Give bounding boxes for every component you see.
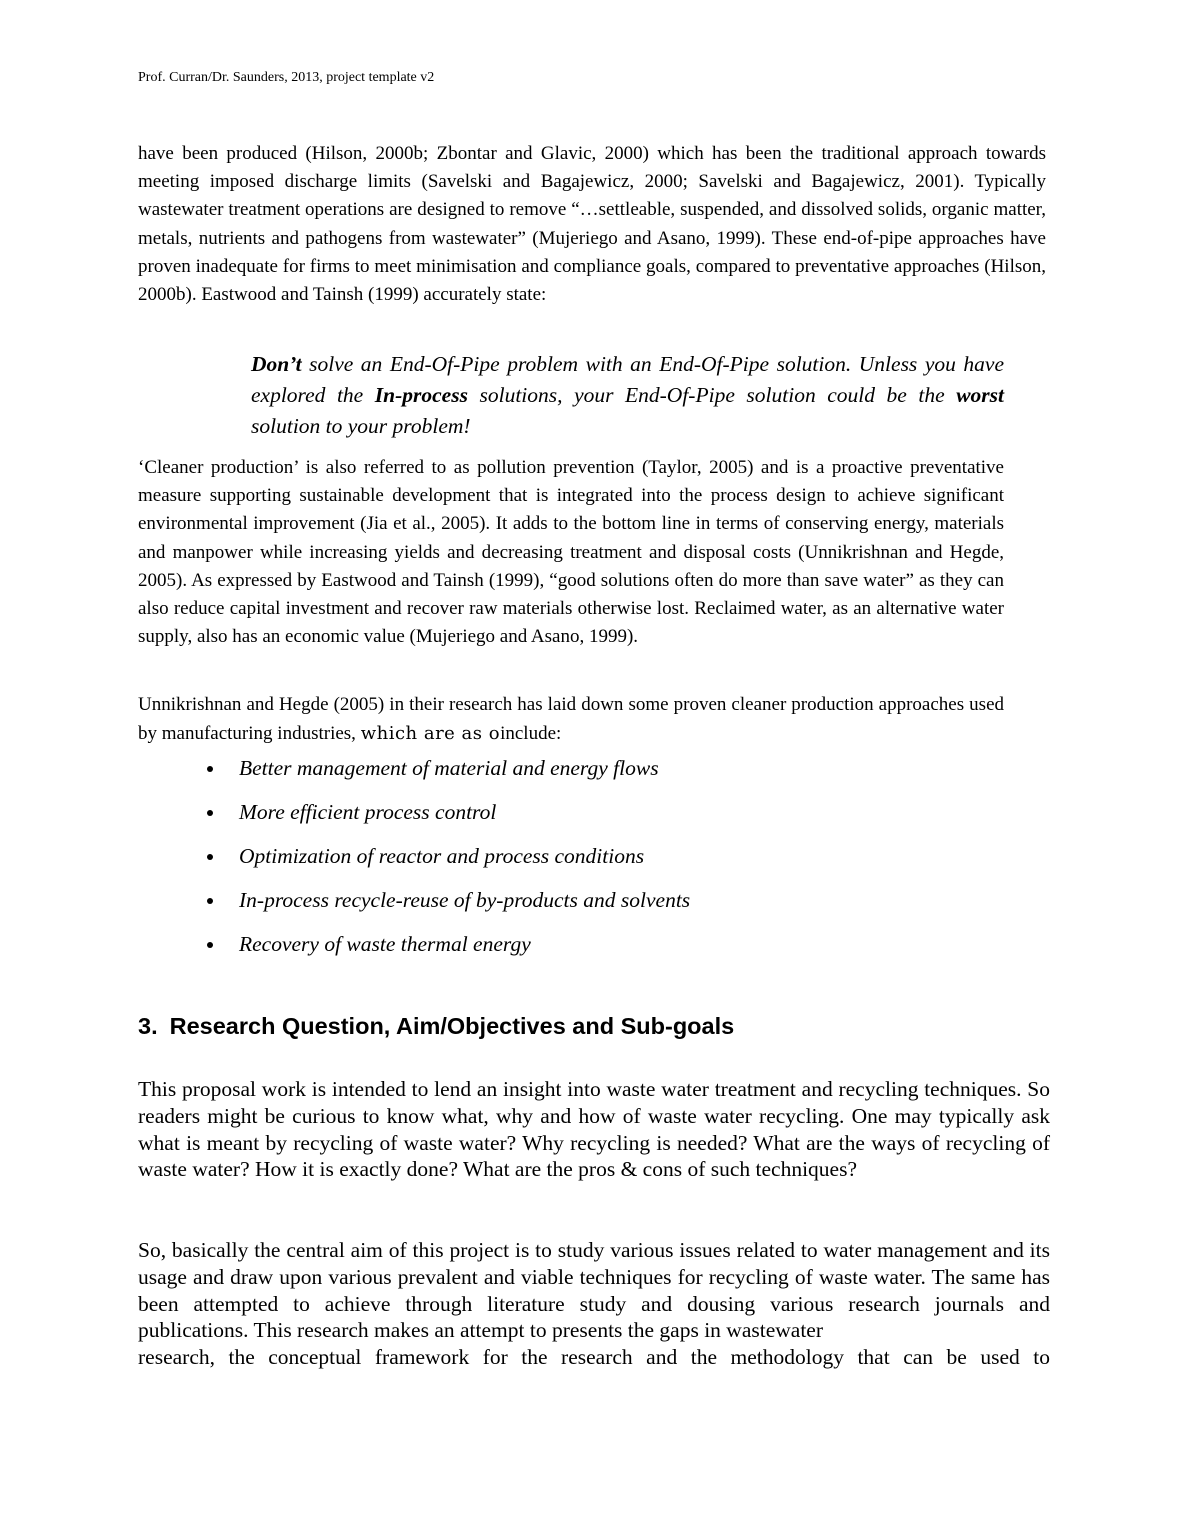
approaches-intro-spaced-text: which are as o bbox=[360, 722, 501, 744]
approaches-intro-end: include: bbox=[500, 722, 562, 744]
list-item-text: Recovery of waste thermal energy bbox=[239, 932, 531, 956]
list-item bbox=[204, 928, 690, 972]
running-header: Prof. Curran/Dr. Saunders, 2013, project template v2 bbox=[138, 70, 435, 85]
approaches-bullet-list bbox=[204, 752, 690, 972]
section-title: Research Question, Aim/Objectives and Sub-goals bbox=[169, 1013, 735, 1039]
bullet-dot-icon bbox=[207, 942, 213, 948]
list-item bbox=[204, 752, 690, 796]
list-item bbox=[204, 884, 690, 928]
list-item-text: More efficient process control bbox=[239, 800, 497, 824]
quote-emphasis-dont: Don’t bbox=[251, 352, 302, 376]
paragraph-approaches-intro bbox=[138, 691, 1004, 748]
list-item bbox=[204, 796, 690, 840]
bullet-dot-icon bbox=[207, 898, 213, 904]
list-item-text: Better management of material and energy flows bbox=[239, 756, 659, 780]
list-item bbox=[204, 840, 690, 884]
central-aim-last-line: research, the conceptual framework for the research and the methodology that can be used to bbox=[138, 1345, 1050, 1370]
quote-text-3: solution to your problem! bbox=[251, 414, 471, 438]
section-heading bbox=[138, 1010, 734, 1042]
quote-text-1: solve an End-Of-Pipe problem with an End-Of-Pipe solution. Unless you have explored the bbox=[251, 352, 1004, 407]
approaches-intro-text: Unnikrishnan and Hegde (2005) in their research has laid down some proven cleaner production approaches used by manufacturing industries, bbox=[138, 694, 1004, 744]
bullet-dot-icon bbox=[207, 810, 213, 816]
list-item-text: Optimization of reactor and process conditions bbox=[239, 844, 645, 868]
block-quote bbox=[251, 349, 1004, 442]
paragraph-cleaner-production: ‘Cleaner production’ is also referred to as pollution prevention (Taylor, 2005) and is a proactive preventative measure supporting sustainable development that is integrated into the process design to achieve significant environmental improvement (Jia et al., 2005). It adds to the bottom line in terms of conserving energy, materials and manpower while increasing yields and decreasing treatment and disposal costs (Unnikrishnan and Hegde, 2005). As expressed by Eastwood and Tainsh (1999), “good solutions often do more than save water” as they can also reduce capital investment and recover raw materials otherwise lost. Reclaimed water, as an alternative water supply, also has an economic value (Mujeriego and Asano, 1999). bbox=[138, 457, 1004, 648]
quote-text-2: solutions, your End-Of-Pipe solution could be the bbox=[467, 383, 957, 407]
quote-emphasis-worst: worst bbox=[956, 383, 1005, 407]
paragraph-central-aim bbox=[138, 1237, 1050, 1371]
central-aim-body: So, basically the central aim of this project is to study various issues related to water management and its usage and draw upon various prevalent and viable techniques for recycling of waste water. The same has been attempted to achieve through literature study and dousing various research journals and publications. This research makes an attempt to presents the gaps in wastewater bbox=[138, 1238, 1050, 1343]
paragraph-proposal-intro: This proposal work is intended to lend an insight into waste water treatment and recycling techniques. So readers might be curious to know what, why and how of waste water recycling. One may typically ask what is meant by recycling of waste water? Why recycling is needed? What are the ways of recycling of waste water? How it is exactly done? What are the pros & cons of such techniques? bbox=[138, 1077, 1050, 1182]
bullet-dot-icon bbox=[207, 766, 213, 772]
paragraph-end-of-pipe: have been produced (Hilson, 2000b; Zbontar and Glavic, 2000) which has been the traditional approach towards meeting imposed discharge limits (Savelski and Bagajewicz, 2000; Savelski and Bagajewicz, 2001). Typically wastewater treatment operations are designed to remove “…settleable, suspended, and dissolved solids, organic matter, metals, nutrients and pathogens from wastewater” (Mujeriego and Asano, 1999). These end-of-pipe approaches have proven inadequate for firms to meet minimisation and compliance goals, compared to preventative approaches (Hilson, 2000b). Eastwood and Tainsh (1999) accurately state: bbox=[138, 143, 1046, 306]
section-number: 3. bbox=[138, 1013, 158, 1039]
quote-emphasis-in-process: In-process bbox=[374, 383, 468, 407]
bullet-dot-icon bbox=[207, 854, 213, 860]
list-item-text: In-process recycle-reuse of by-products and solvents bbox=[239, 888, 691, 912]
